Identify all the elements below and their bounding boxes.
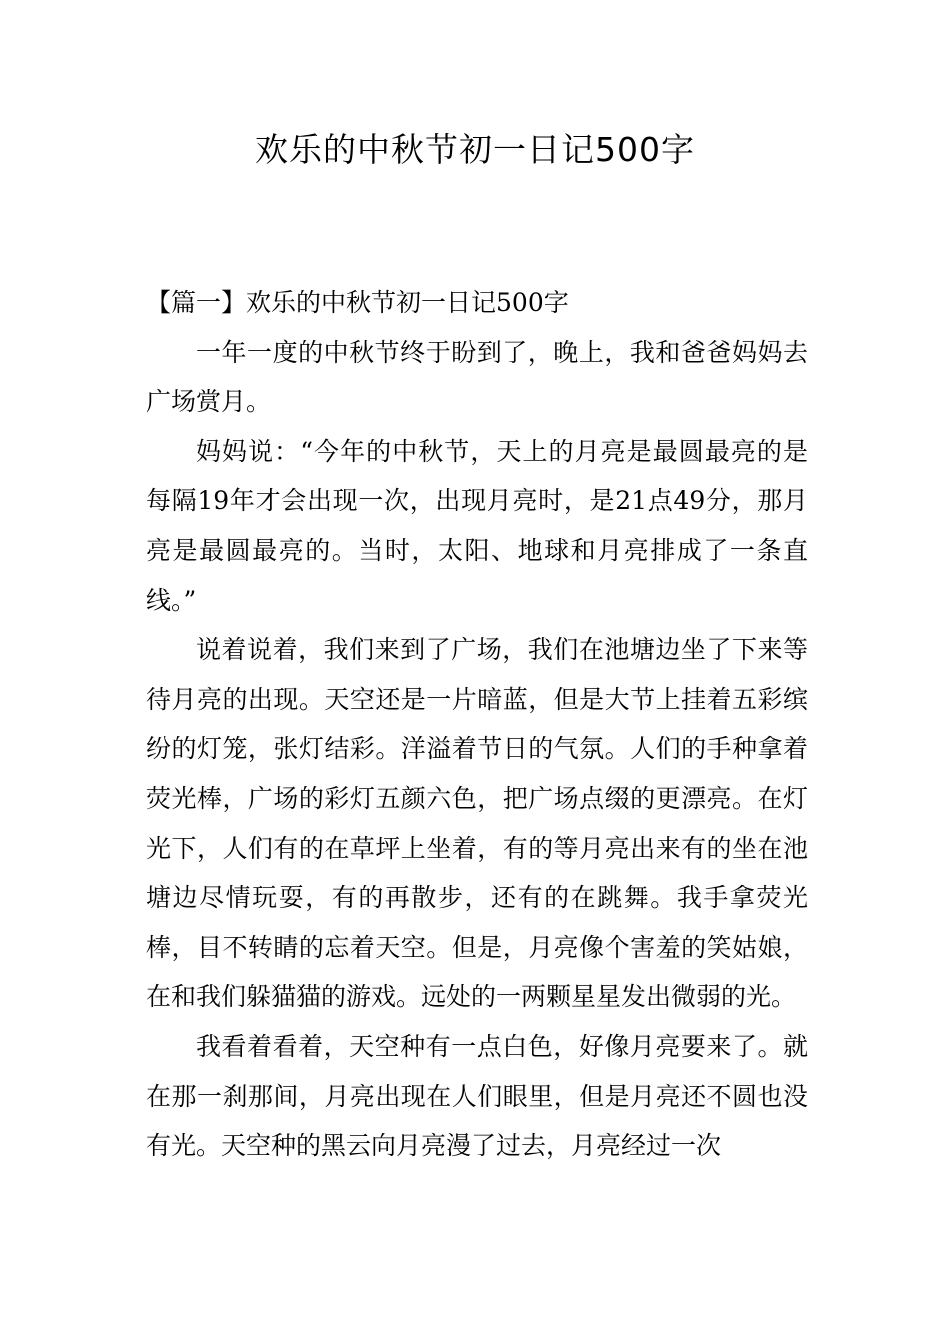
section-heading: 【篇一】欢乐的中秋节初一日记500字 [146,288,569,317]
document-title: 欢乐的中秋节初一日记500字 [255,130,695,169]
paragraph: 一年一度的中秋节终于盼到了，晚上，我和爸爸妈妈去广场赏月。 [146,337,808,417]
paragraph: 我看着看着，天空种有一点白色，好像月亮要来了。就在那一刹那间，月亮出现在人们眼里，但是月亮还不圆也没有光。天空种的黑云向月亮漫了过去，月亮经过一次 [146,1031,808,1161]
paragraph: 妈妈说：“今年的中秋节，天上的月亮是最圆最亮的是每隔19年才会出现一次，出现月亮时，是21点49分，那月亮是最圆最亮的。当时，太阳、地球和月亮排成了一条直线。” [146,436,808,615]
paragraph: 说着说着，我们来到了广场，我们在池塘边坐了下来等待月亮的出现。天空还是一片暗蓝，但是大节上挂着五彩缤纷的灯笼，张灯结彩。洋溢着节日的气氛。人们的手种拿着荧光棒，广场的彩灯五颜六色，把广场点缀的更漂亮。在灯光下，人们有的在草坪上坐着，有的等月亮出来有的坐在池塘边尽情玩耍，有的再散步，还有的在跳舞。我手拿荧光棒，目不转睛的忘着天空。但是，月亮像个害羞的笑姑娘，在和我们躲猫猫的游戏。远处的一两颗星星发出微弱的光。 [146,635,808,1012]
document-body [146,278,808,1171]
